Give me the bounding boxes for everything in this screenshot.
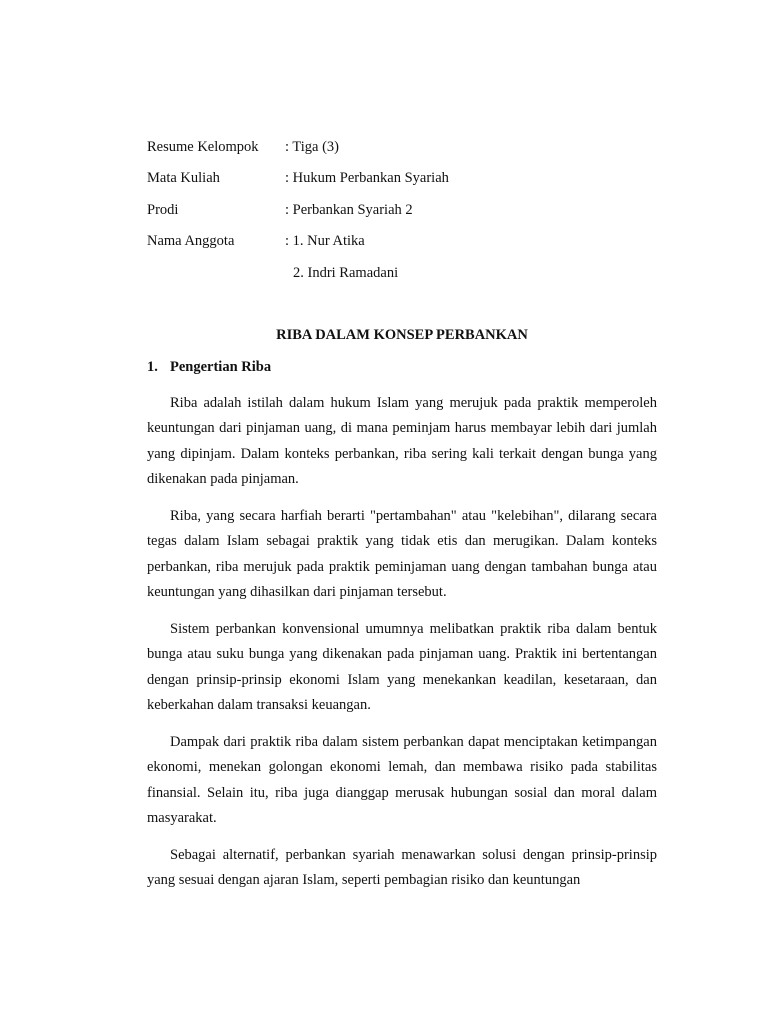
document-title: RIBA DALAM KONSEP PERBANKAN xyxy=(276,327,528,343)
meta-value: : Hukum Perbankan Syariah xyxy=(285,170,449,186)
paragraph: Sistem perbankan konvensional umumnya melibatkan praktik riba dalam bentuk bunga atau suku bunga yang dikenakan pada pinjaman uang. Praktik ini bertentangan dengan prinsip-prinsip ekonomi Islam yang menekankan keadilan, kesetaraan, dan keberkahan dalam transaksi keuangan. xyxy=(147,621,657,713)
section-heading xyxy=(147,357,271,377)
member-second: 2. Indri Ramadani xyxy=(293,265,399,281)
meta-label: Nama Anggota xyxy=(147,233,235,249)
meta-value: : Perbankan Syariah 2 xyxy=(285,202,413,218)
meta-label: Prodi xyxy=(147,202,179,218)
paragraph: Riba, yang secara harfiah berarti "pertambahan" atau "kelebihan", dilarang secara tegas dalam Islam sebagai praktik yang tidak etis dan merugikan. Dalam konteks perbankan, riba merujuk pada praktik peminjaman uang dengan tambahan bunga atau keuntungan yang dihasilkan dari pinjaman tersebut. xyxy=(147,508,657,600)
meta-value: : Tiga (3) xyxy=(285,139,339,155)
meta-label: Mata Kuliah xyxy=(147,170,220,186)
paragraph: Riba adalah istilah dalam hukum Islam yang merujuk pada praktik memperoleh keuntungan dari pinjaman uang, di mana peminjam harus membayar lebih dari jumlah yang dipinjam. Dalam konteks perbankan, riba sering kali terkait dengan bunga yang dikenakan pada pinjaman. xyxy=(147,395,657,487)
paragraph: Dampak dari praktik riba dalam sistem perbankan dapat menciptakan ketimpangan ekonomi, menekan golongan ekonomi lemah, dan membawa risiko pada stabilitas finansial. Selain itu, riba juga dianggap merusak hubungan sosial dan moral dalam masyarakat. xyxy=(147,734,657,826)
paragraph: Sebagai alternatif, perbankan syariah menawarkan solusi dengan prinsip-prinsip yang sesuai dengan ajaran Islam, seperti pembagian risiko dan keuntungan xyxy=(147,847,657,889)
section-title: Pengertian Riba xyxy=(170,359,272,375)
section-number: 1. xyxy=(147,359,158,375)
meta-value: : 1. Nur Atika xyxy=(285,233,365,249)
meta-label: Resume Kelompok xyxy=(147,139,259,155)
